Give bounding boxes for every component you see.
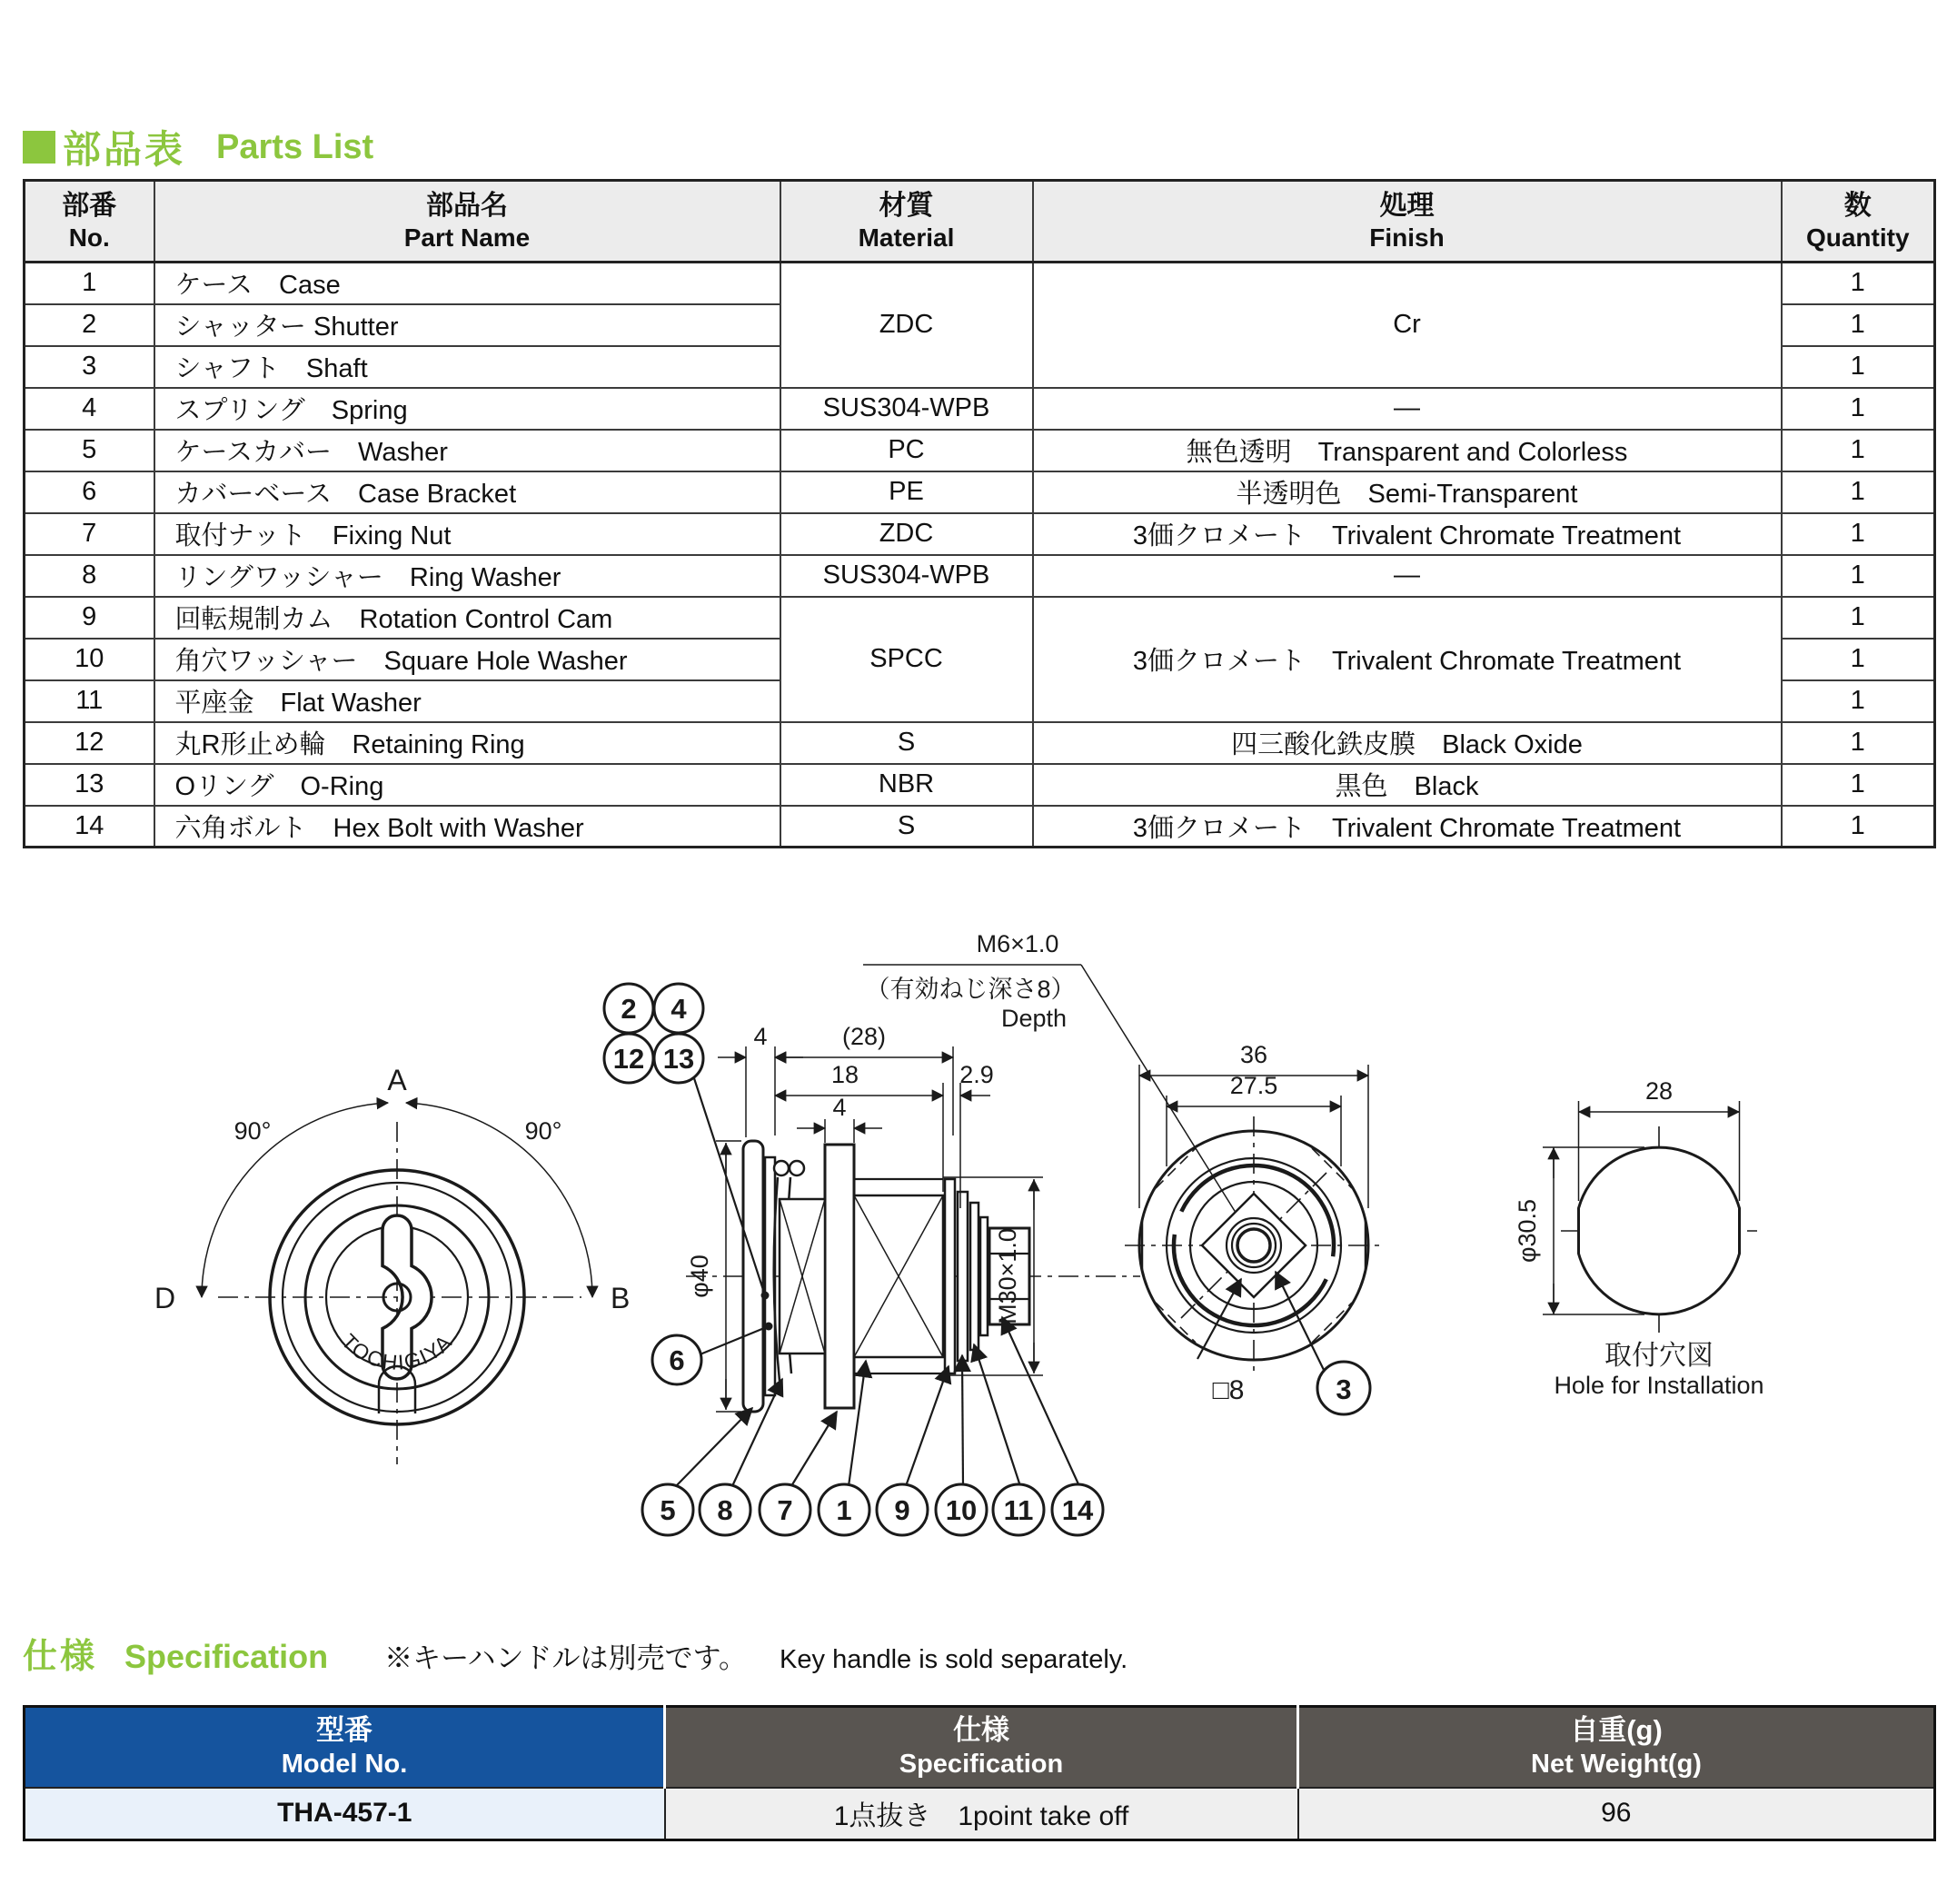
dim-m30: M30×1.0 bbox=[994, 1228, 1021, 1324]
cell-no: 4 bbox=[25, 388, 154, 430]
spec-note-en: Key handle is sold separately. bbox=[780, 1645, 1128, 1674]
cell-no: 11 bbox=[25, 680, 154, 722]
callout-3 bbox=[1317, 1362, 1370, 1414]
dim-36: 36 bbox=[1239, 1041, 1268, 1068]
cell-name: 回転規制カム Rotation Control Cam bbox=[154, 597, 780, 639]
cell-material: PC bbox=[780, 430, 1033, 471]
spec-header-model bbox=[25, 1707, 665, 1788]
cell-name: ケース Case bbox=[154, 263, 780, 304]
spec-header-model-en: Model No. bbox=[281, 1750, 408, 1780]
cell-qty: 1 bbox=[1782, 639, 1935, 680]
cell-finish: 3価クロメート Trivalent Chromate Treatment bbox=[1033, 513, 1782, 555]
callout-9 bbox=[877, 1484, 928, 1535]
cell-finish: 3価クロメート Trivalent Chromate Treatment bbox=[1033, 806, 1782, 848]
cell-no: 10 bbox=[25, 639, 154, 680]
cell-finish: — bbox=[1033, 388, 1782, 430]
callout-2 bbox=[604, 984, 653, 1033]
cell-no: 5 bbox=[25, 430, 154, 471]
cell-no: 2 bbox=[25, 304, 154, 346]
label-a: A bbox=[387, 1064, 407, 1096]
cell-name: スプリング Spring bbox=[154, 388, 780, 430]
angle-right: 90° bbox=[524, 1117, 562, 1145]
installation-hole-view bbox=[1514, 1077, 1764, 1399]
spec-header-spec-jp: 仕様 bbox=[953, 1714, 1009, 1747]
svg-text:7: 7 bbox=[777, 1494, 793, 1526]
cell-name: 取付ナット Fixing Nut bbox=[154, 513, 780, 555]
cell-material: ZDC bbox=[780, 513, 1033, 555]
spec-header-spec-en: Specification bbox=[899, 1750, 1064, 1780]
cell-qty: 1 bbox=[1782, 513, 1935, 555]
cell-qty: 1 bbox=[1782, 597, 1935, 639]
callout-10 bbox=[936, 1484, 987, 1535]
cell-no: 3 bbox=[25, 346, 154, 388]
dim-2-9: 2.9 bbox=[959, 1061, 994, 1088]
bolt-washer bbox=[980, 1217, 988, 1335]
header-name-jp: 部品名 bbox=[426, 190, 508, 221]
cell-qty: 1 bbox=[1782, 806, 1935, 848]
dim-4a: 4 bbox=[753, 1023, 768, 1050]
cell-no: 14 bbox=[25, 806, 154, 848]
spec-spec-value: 1点抜き 1point take off bbox=[665, 1788, 1298, 1840]
dim-4b: 4 bbox=[832, 1094, 847, 1121]
cell-qty: 1 bbox=[1782, 555, 1935, 597]
cell-name: 丸R形止め輪 Retaining Ring bbox=[154, 722, 780, 764]
cell-no: 13 bbox=[25, 764, 154, 806]
spec-header-spec bbox=[665, 1707, 1298, 1788]
spec-table bbox=[23, 1705, 1936, 1841]
header-material-en: Material bbox=[858, 223, 955, 253]
dim-28b: 28 bbox=[1644, 1077, 1674, 1105]
front-view bbox=[154, 1064, 630, 1464]
svg-text:11: 11 bbox=[1003, 1494, 1034, 1526]
dim-27-5: 27.5 bbox=[1229, 1072, 1278, 1099]
dim-dia30-5: φ30.5 bbox=[1514, 1198, 1541, 1264]
svg-text:2: 2 bbox=[621, 993, 637, 1025]
header-finish-jp: 処理 bbox=[1379, 190, 1435, 221]
cell-finish: 四三酸化鉄皮膜 Black Oxide bbox=[1033, 722, 1782, 764]
cell-finish: 無色透明 Transparent and Colorless bbox=[1033, 430, 1782, 471]
angle-left: 90° bbox=[233, 1117, 272, 1145]
spec-heading-en: Specification bbox=[124, 1638, 329, 1675]
callout-14 bbox=[1052, 1484, 1103, 1535]
flat-washer-plate bbox=[970, 1203, 978, 1350]
spec-note-jp: ※キーハンドルは別売です。 bbox=[384, 1642, 748, 1674]
cell-name: 角穴ワッシャー Square Hole Washer bbox=[154, 639, 780, 680]
svg-text:14: 14 bbox=[1061, 1494, 1094, 1526]
cell-finish: — bbox=[1033, 555, 1782, 597]
dim-28: (28) bbox=[841, 1023, 887, 1050]
cell-name: Oリング O-Ring bbox=[154, 764, 780, 806]
cell-qty: 1 bbox=[1782, 430, 1935, 471]
cell-name: リングワッシャー Ring Washer bbox=[154, 555, 780, 597]
parts-list-title-en: Parts List bbox=[216, 127, 374, 166]
cell-no: 12 bbox=[25, 722, 154, 764]
callout-13 bbox=[654, 1034, 703, 1083]
spring-wire bbox=[790, 1161, 804, 1175]
spec-header-model-jp: 型番 bbox=[316, 1714, 373, 1747]
parts-list-title-jp: 部品表 bbox=[63, 128, 186, 171]
callout-1 bbox=[819, 1484, 869, 1535]
thread-depth-en: Depth bbox=[1000, 1005, 1068, 1032]
header-qty-en: Quantity bbox=[1805, 223, 1910, 253]
svg-text:5: 5 bbox=[660, 1494, 676, 1526]
callout-5 bbox=[642, 1484, 693, 1535]
callout-6 bbox=[652, 1335, 701, 1384]
thread-label: M6×1.0 bbox=[976, 930, 1059, 957]
callout-4 bbox=[654, 984, 703, 1033]
cell-finish: Cr bbox=[1033, 263, 1782, 388]
cell-name: シャッター Shutter bbox=[154, 304, 780, 346]
spec-header-weight-en: Net Weight(g) bbox=[1531, 1750, 1702, 1780]
svg-text:4: 4 bbox=[671, 993, 687, 1025]
cell-finish: 黒色 Black bbox=[1033, 764, 1782, 806]
cell-material: SPCC bbox=[780, 597, 1033, 722]
hole-caption-en: Hole for Installation bbox=[1554, 1372, 1764, 1399]
dim-dia40: φ40 bbox=[686, 1254, 713, 1298]
label-b: B bbox=[611, 1282, 631, 1314]
cell-material: S bbox=[780, 806, 1033, 848]
header-material-jp: 材質 bbox=[879, 190, 934, 221]
header-no-en: No. bbox=[68, 223, 110, 253]
spec-header-row bbox=[25, 1707, 1935, 1788]
spec-weight-value: 96 bbox=[1298, 1788, 1935, 1840]
cell-no: 1 bbox=[25, 263, 154, 304]
callout-12 bbox=[604, 1034, 653, 1083]
cell-no: 9 bbox=[25, 597, 154, 639]
dim-sq8: □8 bbox=[1212, 1375, 1245, 1405]
section-view bbox=[604, 930, 1247, 1535]
header-no-jp: 部番 bbox=[62, 190, 117, 221]
cell-no: 7 bbox=[25, 513, 154, 555]
label-d: D bbox=[154, 1282, 176, 1314]
cell-name: 六角ボルト Hex Bolt with Washer bbox=[154, 806, 780, 848]
cell-material: S bbox=[780, 722, 1033, 764]
cell-qty: 1 bbox=[1782, 471, 1935, 513]
callout-11 bbox=[993, 1484, 1044, 1535]
brand-textpath: TOCHIGIYA bbox=[336, 1329, 458, 1375]
cell-material: SUS304-WPB bbox=[780, 388, 1033, 430]
spring-wire bbox=[774, 1161, 789, 1175]
svg-text:9: 9 bbox=[894, 1494, 910, 1526]
cell-material: PE bbox=[780, 471, 1033, 513]
svg-text:12: 12 bbox=[612, 1043, 645, 1075]
double-d-hole bbox=[1579, 1147, 1740, 1314]
cell-no: 8 bbox=[25, 555, 154, 597]
spec-data-row bbox=[25, 1788, 1935, 1840]
svg-text:8: 8 bbox=[717, 1494, 733, 1526]
cell-qty: 1 bbox=[1782, 304, 1935, 346]
cell-no: 6 bbox=[25, 471, 154, 513]
cell-qty: 1 bbox=[1782, 346, 1935, 388]
callout-8 bbox=[700, 1484, 750, 1535]
svg-text:1: 1 bbox=[836, 1494, 852, 1526]
hole-caption-jp: 取付穴図 bbox=[1604, 1341, 1714, 1371]
square-hole-washer-plate bbox=[958, 1192, 968, 1361]
shutter-plate bbox=[825, 1145, 854, 1408]
cell-finish: 半透明色 Semi-Transparent bbox=[1033, 471, 1782, 513]
cell-finish: 3価クロメート Trivalent Chromate Treatment bbox=[1033, 597, 1782, 722]
case-cover-flange bbox=[743, 1141, 763, 1412]
spec-heading bbox=[23, 1628, 1128, 1678]
header-finish-en: Finish bbox=[1369, 223, 1445, 253]
spec-header-weight bbox=[1298, 1707, 1935, 1788]
callout-7 bbox=[760, 1484, 810, 1535]
cell-material: SUS304-WPB bbox=[780, 555, 1033, 597]
cell-qty: 1 bbox=[1782, 263, 1935, 304]
cell-name: カバーベース Case Bracket bbox=[154, 471, 780, 513]
svg-text:10: 10 bbox=[945, 1494, 978, 1526]
spec-heading-jp: 仕様 bbox=[23, 1638, 98, 1676]
rotation-cam-plate bbox=[945, 1179, 955, 1373]
spec-header-weight-jp: 自重(g) bbox=[1570, 1714, 1663, 1747]
svg-text:6: 6 bbox=[669, 1344, 685, 1376]
cell-material: ZDC bbox=[780, 263, 1033, 388]
svg-text:3: 3 bbox=[1336, 1373, 1352, 1405]
cell-qty: 1 bbox=[1782, 680, 1935, 722]
cell-qty: 1 bbox=[1782, 388, 1935, 430]
cell-qty: 1 bbox=[1782, 764, 1935, 806]
cell-name: 平座金 Flat Washer bbox=[154, 680, 780, 722]
cell-material: NBR bbox=[780, 764, 1033, 806]
cell-name: ケースカバー Washer bbox=[154, 430, 780, 471]
svg-text:13: 13 bbox=[662, 1043, 695, 1075]
cell-name: シャフト Shaft bbox=[154, 346, 780, 388]
header-name-en: Part Name bbox=[403, 223, 531, 253]
spec-model-value: THA-457-1 bbox=[25, 1788, 665, 1840]
cell-qty: 1 bbox=[1782, 722, 1935, 764]
thread-depth-jp: （有効ねじ深さ8） bbox=[865, 976, 1076, 1003]
dim-18: 18 bbox=[830, 1061, 859, 1088]
header-qty-jp: 数 bbox=[1843, 190, 1872, 221]
